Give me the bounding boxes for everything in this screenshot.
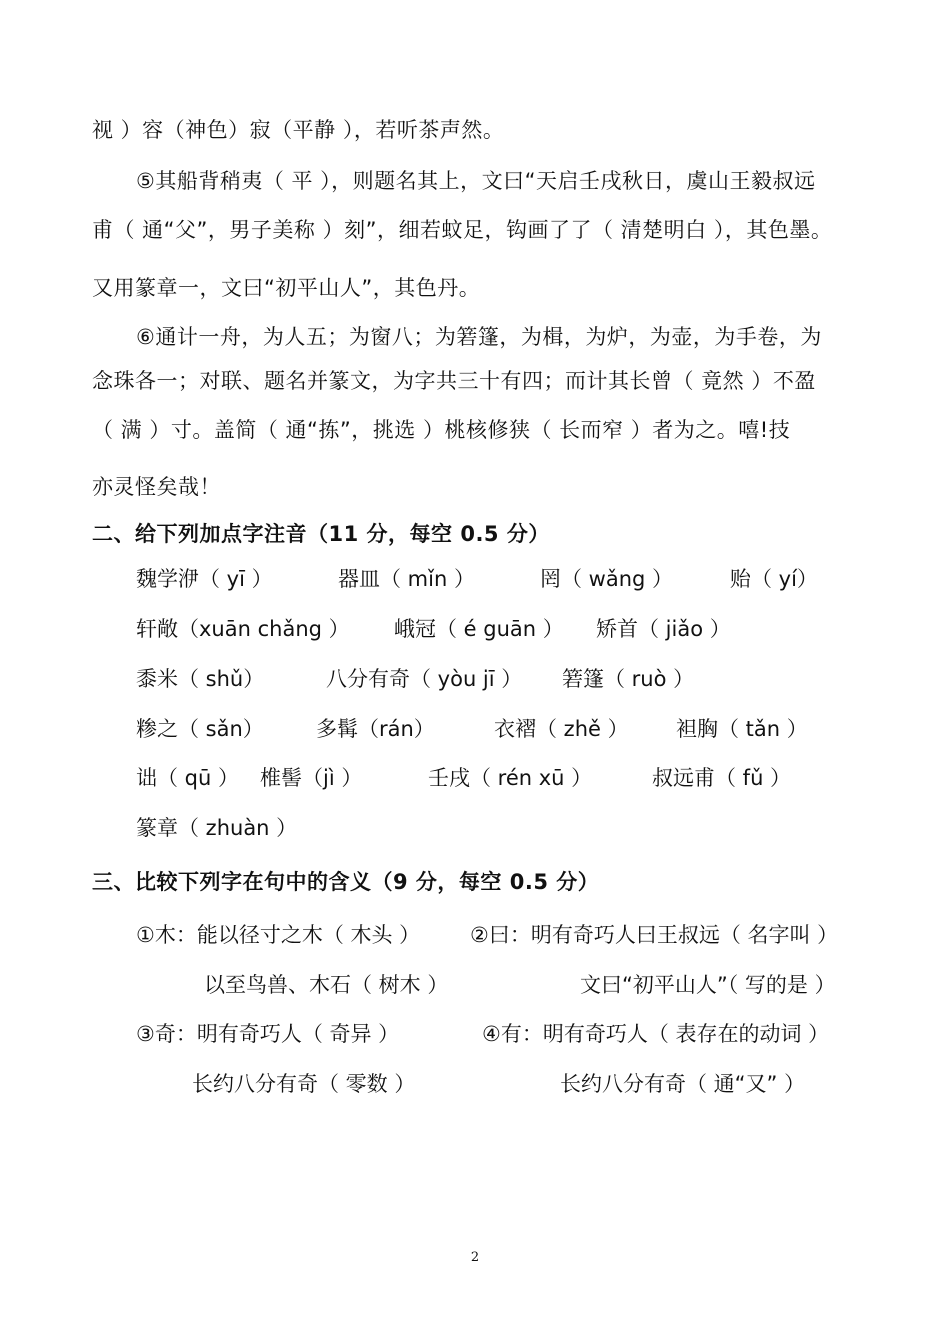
pinyin-item: 贻（ yí） [730, 567, 818, 591]
meaning-item: 以至鸟兽、木石（ 树木 ） [204, 973, 449, 997]
pinyin-item: 轩敞（xuān chǎng ） [136, 617, 350, 641]
pinyin-item: 叔远甫（ fǔ ） [652, 766, 792, 790]
pinyin-item: 罔（ wǎng ） [540, 567, 674, 591]
pinyin-item: 箬篷（ ruò ） [562, 667, 695, 691]
section-2-heading: 二、给下列加点字注音（11 分，每空 0.5 分） [92, 522, 550, 546]
pinyin-item: 魏学洢（ yī ） [136, 567, 273, 591]
meaning-item: ④有：明有奇巧人（ 表存在的动词 ） [482, 1022, 830, 1046]
reading-line-6: 念珠各一；对联、题名并篆文，为字共三十有四；而计其长曾（ 竟然 ）不盈 [92, 369, 816, 393]
page-number: 2 [470, 1250, 480, 1265]
section-3-heading: 三、比较下列字在句中的含义（9 分，每空 0.5 分） [92, 870, 600, 894]
reading-line-1: 视 ）容（神色）寂（平静 ），若听茶声然。 [92, 118, 505, 142]
meaning-item: 文曰“初平山人”（ 写的是 ） [580, 973, 836, 997]
pinyin-item: 篆章（ zhuàn ） [136, 816, 298, 840]
pinyin-item: 诎（ qū ） [136, 766, 239, 790]
pinyin-item: 矫首（ jiǎo ） [596, 617, 731, 641]
reading-line-3: 甫（ 通“父”，男子美称 ）刻”，细若蚊足，钩画了了（ 清楚明白 ），其色墨。 [92, 218, 833, 242]
pinyin-item: 椎髻（jì ） [260, 766, 363, 790]
reading-line-5: ⑥通计一舟，为人五；为窗八；为箬篷，为楫，为炉，为壶，为手卷，为 [136, 325, 822, 349]
meaning-item: 长约八分有奇（ 通“又” ） [560, 1072, 806, 1096]
pinyin-item: 器皿（ mǐn ） [338, 567, 475, 591]
meaning-item: ①木：能以径寸之木（ 木头 ） [136, 923, 421, 947]
pinyin-item: 八分有奇（ yòu jī ） [326, 667, 523, 691]
meaning-item: ②曰：明有奇巧人曰王叔远（ 名字叫 ） [470, 923, 839, 947]
meaning-item: ③奇：明有奇巧人（ 奇异 ） [136, 1022, 400, 1046]
pinyin-item: 峨冠（ é guān ） [394, 617, 564, 641]
pinyin-item: 糁之（ sǎn） [136, 717, 264, 741]
pinyin-item: 黍米（ shǔ） [136, 667, 265, 691]
pinyin-item: 多髯（rán） [316, 717, 435, 741]
reading-line-2: ⑤其船背稍夷（ 平 ），则题名其上，文曰“天启壬戌秋日，虞山王毅叔远 [136, 169, 816, 193]
pinyin-item: 袒胸（ tǎn ） [676, 717, 808, 741]
reading-line-7: （ 满 ）寸。盖简（ 通“拣”，挑选 ）桃核修狭（ 长而窄 ）者为之。嘻!技 [92, 418, 791, 442]
pinyin-item: 壬戌（ rén xū ） [428, 766, 593, 790]
reading-line-4: 又用篆章一，文曰“初平山人”，其色丹。 [92, 276, 481, 300]
pinyin-item: 衣褶（ zhě ） [494, 717, 629, 741]
meaning-item: 长约八分有奇（ 零数 ） [192, 1072, 416, 1096]
reading-line-8: 亦灵怪矣哉！ [92, 475, 221, 499]
